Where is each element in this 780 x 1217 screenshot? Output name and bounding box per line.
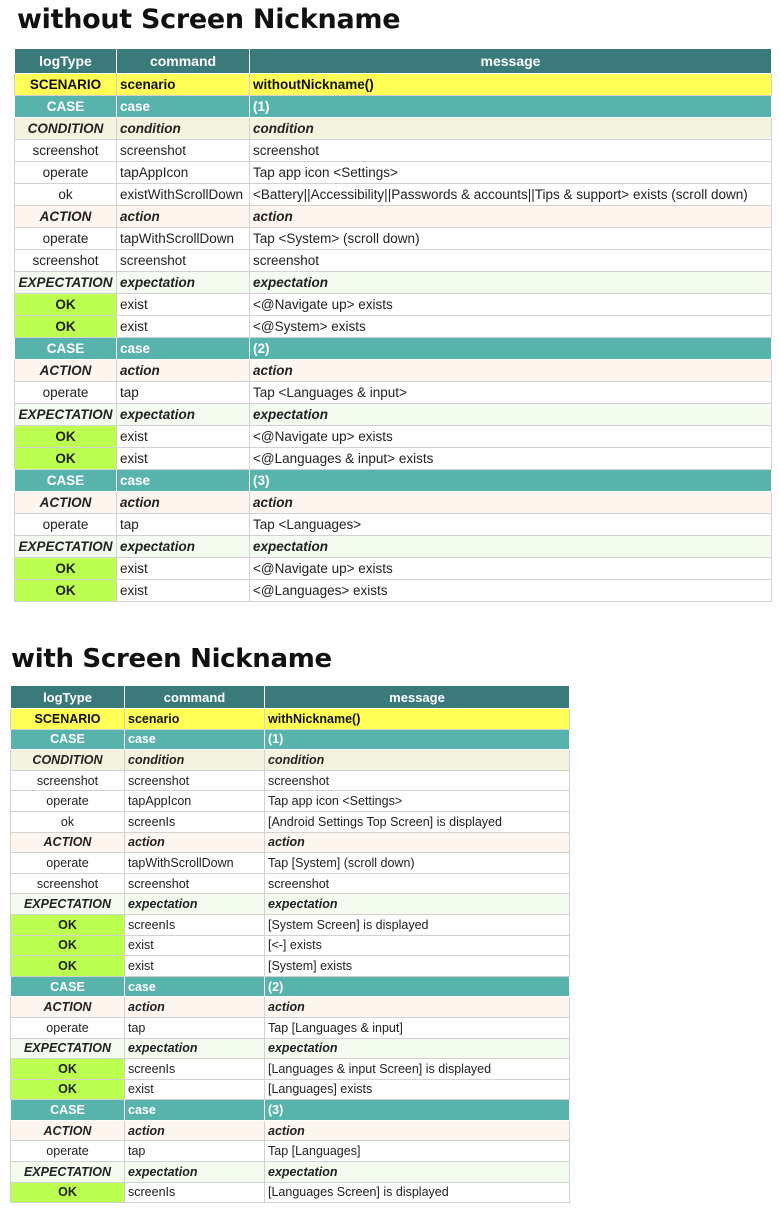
table-row-ok xyxy=(15,294,772,316)
logtype-cell: OK xyxy=(11,914,125,935)
message-cell: [Languages] exists xyxy=(265,1079,570,1100)
table-row-ok xyxy=(11,935,570,956)
command-cell: condition xyxy=(125,750,265,771)
table-row-normal xyxy=(11,853,570,874)
table-header-row xyxy=(15,49,772,74)
message-cell: [Languages Screen] is displayed xyxy=(265,1182,570,1203)
table-row-action xyxy=(15,360,772,382)
logtype-cell: OK xyxy=(15,294,117,316)
command-cell: exist xyxy=(117,580,250,602)
table-row-action xyxy=(11,997,570,1018)
logtype-cell: ok xyxy=(11,811,125,832)
message-cell: Tap [Languages] xyxy=(265,1141,570,1162)
message-cell: expectation xyxy=(250,404,772,426)
table-row-action xyxy=(15,492,772,514)
message-cell: (3) xyxy=(250,470,772,492)
command-cell: tap xyxy=(117,514,250,536)
logtype-cell: EXPECTATION xyxy=(11,1162,125,1183)
table-row-case xyxy=(11,729,570,750)
table-row-normal xyxy=(15,514,772,536)
table-row-ok xyxy=(11,956,570,977)
logtype-cell: screenshot xyxy=(15,250,117,272)
table-row-case xyxy=(11,976,570,997)
logtype-cell: OK xyxy=(15,558,117,580)
logtype-cell: OK xyxy=(11,956,125,977)
table-row-normal xyxy=(15,228,772,250)
command-cell: expectation xyxy=(117,272,250,294)
message-cell: [Android Settings Top Screen] is displayed xyxy=(265,811,570,832)
command-cell: tapAppIcon xyxy=(125,791,265,812)
message-cell: action xyxy=(250,360,772,382)
message-cell: expectation xyxy=(250,536,772,558)
table-row-condition xyxy=(15,118,772,140)
command-cell: exist xyxy=(117,448,250,470)
command-cell: action xyxy=(117,360,250,382)
message-cell: screenshot xyxy=(250,250,772,272)
column-header-command: command xyxy=(117,49,250,74)
logtype-cell: CASE xyxy=(15,96,117,118)
command-cell: case xyxy=(117,96,250,118)
table-row-case xyxy=(15,96,772,118)
message-cell: expectation xyxy=(265,894,570,915)
command-cell: expectation xyxy=(125,894,265,915)
command-cell: action xyxy=(125,832,265,853)
table-row-expectation xyxy=(11,1162,570,1183)
message-cell: action xyxy=(265,832,570,853)
log-table-with-nickname xyxy=(10,685,570,1203)
column-header-message: message xyxy=(250,49,772,74)
table-row-ok xyxy=(15,448,772,470)
column-header-message: message xyxy=(265,686,570,709)
logtype-cell: SCENARIO xyxy=(11,709,125,730)
command-cell: tap xyxy=(117,382,250,404)
message-cell: withoutNickname() xyxy=(250,74,772,96)
message-cell: <Battery||Accessibility||Passwords & accounts||Tips & support> exists (scroll down) xyxy=(250,184,772,206)
table-row-scenario xyxy=(15,74,772,96)
command-cell: exist xyxy=(117,316,250,338)
logtype-cell: OK xyxy=(11,1079,125,1100)
message-cell: expectation xyxy=(250,272,772,294)
table-row-ok xyxy=(11,1079,570,1100)
logtype-cell: EXPECTATION xyxy=(11,894,125,915)
table-row-normal xyxy=(11,1141,570,1162)
command-cell: case xyxy=(117,470,250,492)
logtype-cell: SCENARIO xyxy=(15,74,117,96)
table-row-expectation xyxy=(11,1038,570,1059)
command-cell: action xyxy=(117,206,250,228)
message-cell: withNickname() xyxy=(265,709,570,730)
logtype-cell: CASE xyxy=(11,976,125,997)
logtype-cell: OK xyxy=(15,448,117,470)
message-cell: <@Languages & input> exists xyxy=(250,448,772,470)
table-row-expectation xyxy=(15,404,772,426)
column-header-logtype: logType xyxy=(11,686,125,709)
command-cell: screenshot xyxy=(117,140,250,162)
table-row-expectation xyxy=(15,536,772,558)
logtype-cell: CONDITION xyxy=(15,118,117,140)
message-cell: <@Navigate up> exists xyxy=(250,558,772,580)
message-cell: [System] exists xyxy=(265,956,570,977)
message-cell: (1) xyxy=(250,96,772,118)
table-row-ok xyxy=(15,316,772,338)
message-cell: action xyxy=(265,997,570,1018)
command-cell: exist xyxy=(125,935,265,956)
logtype-cell: OK xyxy=(15,316,117,338)
table-row-ok xyxy=(11,1059,570,1080)
message-cell: [Languages & input Screen] is displayed xyxy=(265,1059,570,1080)
table-row-ok xyxy=(15,580,772,602)
logtype-cell: OK xyxy=(15,580,117,602)
table-row-normal xyxy=(11,791,570,812)
logtype-cell: EXPECTATION xyxy=(15,272,117,294)
message-cell: (2) xyxy=(265,976,570,997)
table-header-row xyxy=(11,686,570,709)
table-row-normal xyxy=(11,873,570,894)
table-row-normal xyxy=(15,250,772,272)
table-row-expectation xyxy=(11,894,570,915)
table-row-case xyxy=(11,1100,570,1121)
logtype-cell: CONDITION xyxy=(11,750,125,771)
logtype-cell: screenshot xyxy=(11,770,125,791)
command-cell: scenario xyxy=(125,709,265,730)
command-cell: exist xyxy=(117,426,250,448)
command-cell: exist xyxy=(117,558,250,580)
message-cell: <@Navigate up> exists xyxy=(250,426,772,448)
logtype-cell: ACTION xyxy=(11,1120,125,1141)
message-cell: <@System> exists xyxy=(250,316,772,338)
table-row-scenario xyxy=(11,709,570,730)
command-cell: scenario xyxy=(117,74,250,96)
table-row-normal xyxy=(11,770,570,791)
command-cell: tap xyxy=(125,1017,265,1038)
command-cell: expectation xyxy=(117,536,250,558)
message-cell: Tap <Languages & input> xyxy=(250,382,772,404)
command-cell: screenIs xyxy=(125,1182,265,1203)
message-cell: Tap <System> (scroll down) xyxy=(250,228,772,250)
command-cell: action xyxy=(125,997,265,1018)
table-row-normal xyxy=(15,162,772,184)
table-row-normal xyxy=(11,1017,570,1038)
command-cell: tapWithScrollDown xyxy=(117,228,250,250)
message-cell: action xyxy=(250,206,772,228)
message-cell: Tap app icon <Settings> xyxy=(250,162,772,184)
message-cell: (3) xyxy=(265,1100,570,1121)
logtype-cell: EXPECTATION xyxy=(11,1038,125,1059)
table-row-condition xyxy=(11,750,570,771)
table-row-normal xyxy=(15,140,772,162)
table-row-action xyxy=(11,832,570,853)
message-cell: Tap app icon <Settings> xyxy=(265,791,570,812)
logtype-cell: OK xyxy=(11,1059,125,1080)
logtype-cell: ACTION xyxy=(11,997,125,1018)
table-row-case xyxy=(15,338,772,360)
table-row-action xyxy=(15,206,772,228)
command-cell: screenshot xyxy=(117,250,250,272)
command-cell: condition xyxy=(117,118,250,140)
logtype-cell: EXPECTATION xyxy=(15,536,117,558)
message-cell: Tap [System] (scroll down) xyxy=(265,853,570,874)
command-cell: case xyxy=(117,338,250,360)
command-cell: screenshot xyxy=(125,770,265,791)
command-cell: case xyxy=(125,1100,265,1121)
table-row-ok xyxy=(15,558,772,580)
command-cell: exist xyxy=(125,1079,265,1100)
logtype-cell: CASE xyxy=(11,729,125,750)
logtype-cell: CASE xyxy=(11,1100,125,1121)
command-cell: expectation xyxy=(117,404,250,426)
message-cell: action xyxy=(250,492,772,514)
message-cell: expectation xyxy=(265,1162,570,1183)
command-cell: expectation xyxy=(125,1038,265,1059)
logtype-cell: screenshot xyxy=(11,873,125,894)
logtype-cell: OK xyxy=(11,1182,125,1203)
logtype-cell: ACTION xyxy=(15,492,117,514)
command-cell: tap xyxy=(125,1141,265,1162)
section-title-without-nickname: without Screen Nickname xyxy=(17,4,401,35)
message-cell: screenshot xyxy=(265,770,570,791)
logtype-cell: operate xyxy=(11,853,125,874)
table-row-case xyxy=(15,470,772,492)
message-cell: action xyxy=(265,1120,570,1141)
logtype-cell: OK xyxy=(15,426,117,448)
column-header-logtype: logType xyxy=(15,49,117,74)
logtype-cell: ACTION xyxy=(15,360,117,382)
command-cell: screenIs xyxy=(125,914,265,935)
column-header-command: command xyxy=(125,686,265,709)
message-cell: [System Screen] is displayed xyxy=(265,914,570,935)
logtype-cell: operate xyxy=(11,1141,125,1162)
command-cell: exist xyxy=(125,956,265,977)
logtype-cell: operate xyxy=(15,228,117,250)
command-cell: exist xyxy=(117,294,250,316)
table-row-ok xyxy=(11,914,570,935)
logtype-cell: ACTION xyxy=(11,832,125,853)
logtype-cell: EXPECTATION xyxy=(15,404,117,426)
table-row-ok xyxy=(15,426,772,448)
command-cell: screenIs xyxy=(125,1059,265,1080)
table-row-expectation xyxy=(15,272,772,294)
logtype-cell: operate xyxy=(15,514,117,536)
logtype-cell: OK xyxy=(11,935,125,956)
logtype-cell: ok xyxy=(15,184,117,206)
message-cell: screenshot xyxy=(265,873,570,894)
message-cell: Tap <Languages> xyxy=(250,514,772,536)
logtype-cell: operate xyxy=(15,382,117,404)
command-cell: existWithScrollDown xyxy=(117,184,250,206)
log-table-without-nickname xyxy=(14,48,772,602)
command-cell: tapAppIcon xyxy=(117,162,250,184)
logtype-cell: operate xyxy=(11,1017,125,1038)
logtype-cell: screenshot xyxy=(15,140,117,162)
logtype-cell: CASE xyxy=(15,338,117,360)
command-cell: action xyxy=(117,492,250,514)
message-cell: condition xyxy=(265,750,570,771)
logtype-cell: operate xyxy=(11,791,125,812)
table-row-normal xyxy=(15,184,772,206)
section-title-with-nickname: with Screen Nickname xyxy=(11,644,332,674)
message-cell: <@Languages> exists xyxy=(250,580,772,602)
command-cell: case xyxy=(125,976,265,997)
logtype-cell: CASE xyxy=(15,470,117,492)
command-cell: action xyxy=(125,1120,265,1141)
command-cell: screenIs xyxy=(125,811,265,832)
command-cell: screenshot xyxy=(125,873,265,894)
logtype-cell: operate xyxy=(15,162,117,184)
command-cell: case xyxy=(125,729,265,750)
message-cell: (2) xyxy=(250,338,772,360)
message-cell: <@Navigate up> exists xyxy=(250,294,772,316)
table-row-action xyxy=(11,1120,570,1141)
command-cell: expectation xyxy=(125,1162,265,1183)
message-cell: expectation xyxy=(265,1038,570,1059)
logtype-cell: ACTION xyxy=(15,206,117,228)
table-row-ok xyxy=(11,1182,570,1203)
message-cell: (1) xyxy=(265,729,570,750)
table-row-normal xyxy=(11,811,570,832)
command-cell: tapWithScrollDown xyxy=(125,853,265,874)
message-cell: condition xyxy=(250,118,772,140)
table-row-normal xyxy=(15,382,772,404)
message-cell: Tap [Languages & input] xyxy=(265,1017,570,1038)
message-cell: screenshot xyxy=(250,140,772,162)
message-cell: [<-] exists xyxy=(265,935,570,956)
